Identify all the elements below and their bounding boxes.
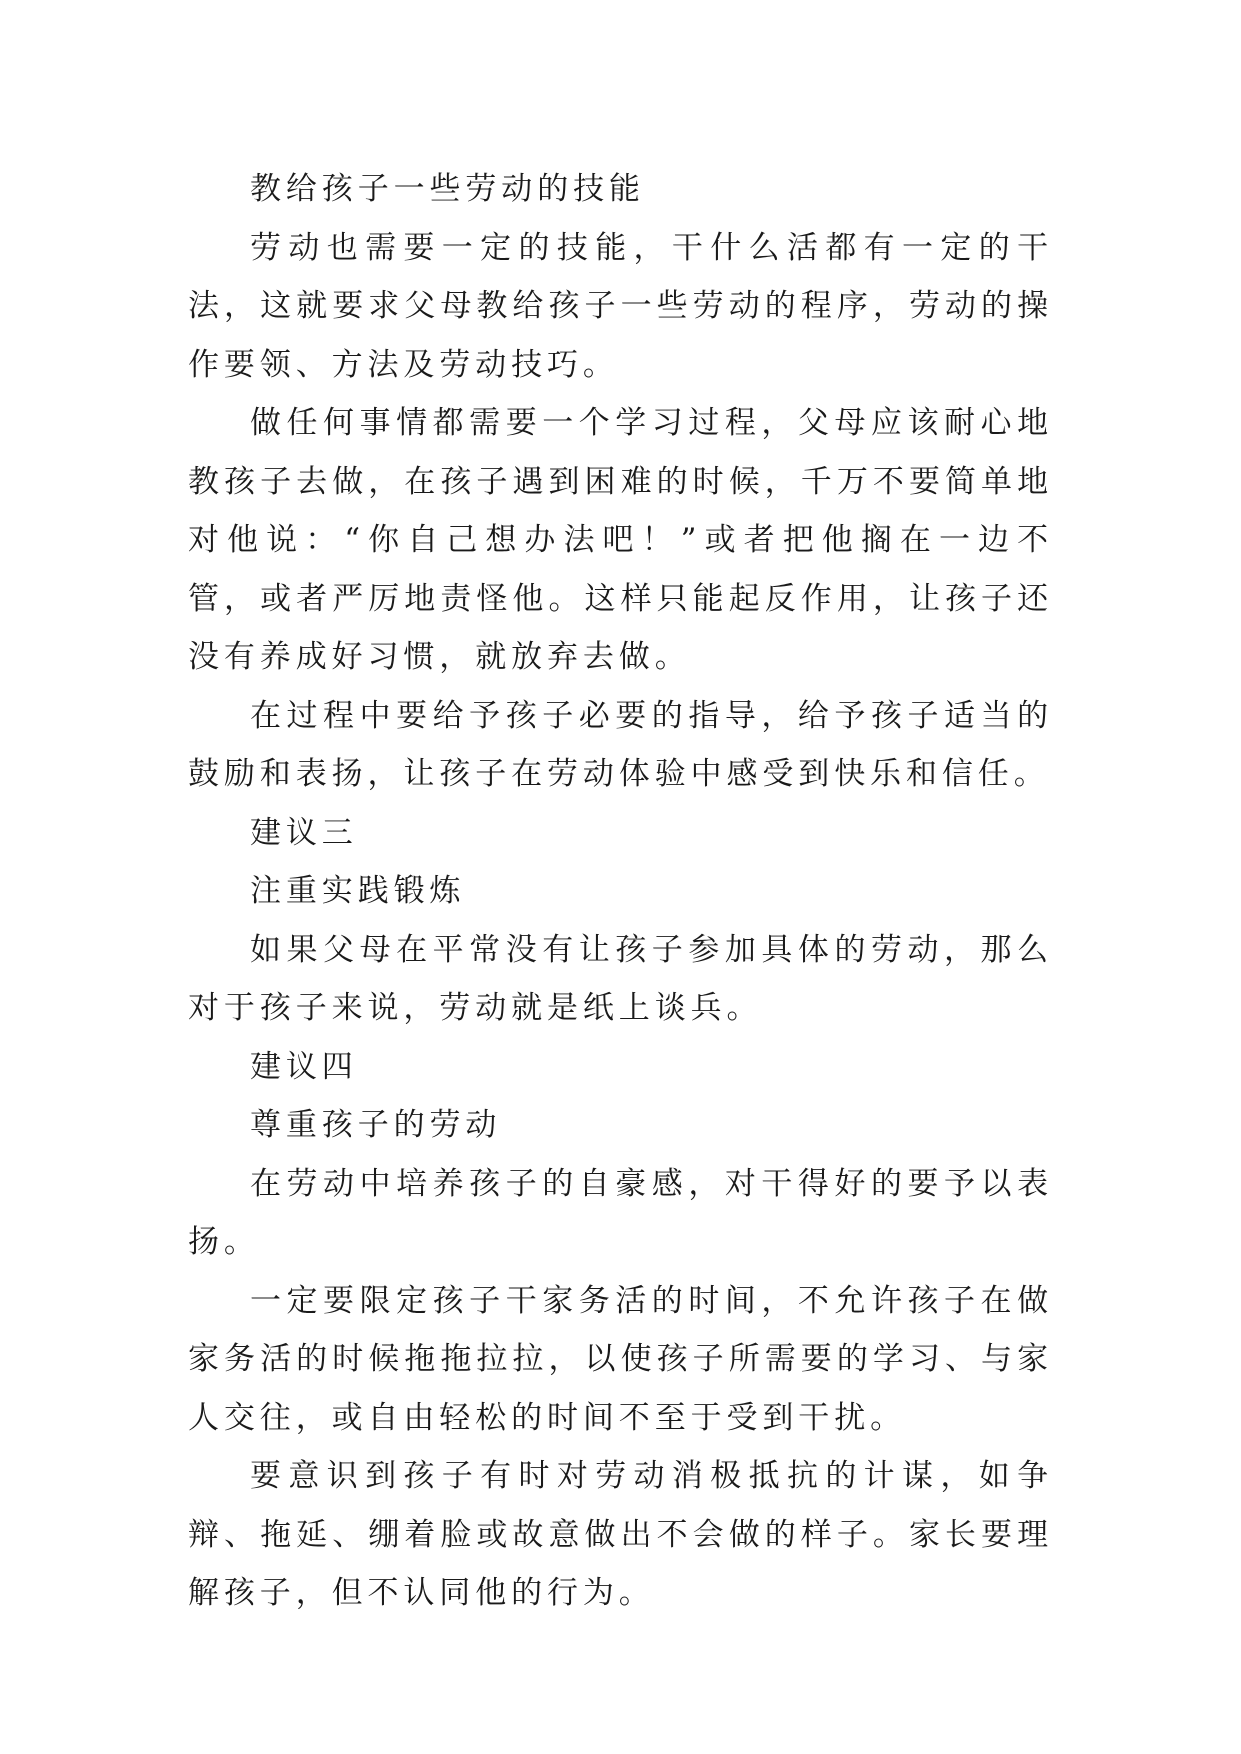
body-paragraph: 在过程中要给予孩子必要的指导，给予孩子适当的鼓励和表扬，让孩子在劳动体验中感受到快乐和信任。 — [188, 697, 1053, 792]
section-heading: 尊重孩子的劳动 — [250, 1107, 502, 1143]
body-paragraph: 一定要限定孩子干家务活的时间，不允许孩子在做家务活的时候拖拖拉拉，以使孩子所需要的学习、与家人交往，或自由轻松的时间不至于受到干扰。 — [188, 1282, 1053, 1436]
suggestion-label: 建议四 — [250, 1048, 358, 1085]
body-paragraph: 做任何事情都需要一个学习过程，父母应该耐心地教孩子去做，在孩子遇到困难的时候，千万不要简单地对他说：“你自己想办法吧！”或者把他搁在一边不管，或者严厉地责怪他。这样只能起反作用，让孩子还没有养成好习惯，就放弃去做。 — [188, 405, 1053, 675]
body-paragraph: 劳动也需要一定的技能，干什么活都有一定的干法，这就要求父母教给孩子一些劳动的程序，劳动的操作要领、方法及劳动技巧。 — [188, 229, 1053, 383]
body-paragraph: 要意识到孩子有时对劳动消极抵抗的计谋，如争辩、拖延、绷着脸或故意做出不会做的样子。家长要理解孩子，但不认同他的行为。 — [188, 1458, 1053, 1611]
section-heading: 教给孩子一些劳动的技能 — [250, 171, 645, 207]
section-heading: 注重实践锻炼 — [250, 873, 466, 909]
suggestion-label: 建议三 — [250, 814, 358, 851]
document-page — [188, 160, 1053, 1623]
body-paragraph: 如果父母在平常没有让孩子参加具体的劳动，那么对于孩子来说，劳动就是纸上谈兵。 — [188, 931, 1053, 1026]
body-paragraph: 在劳动中培养孩子的自豪感，对干得好的要予以表扬。 — [188, 1165, 1053, 1260]
